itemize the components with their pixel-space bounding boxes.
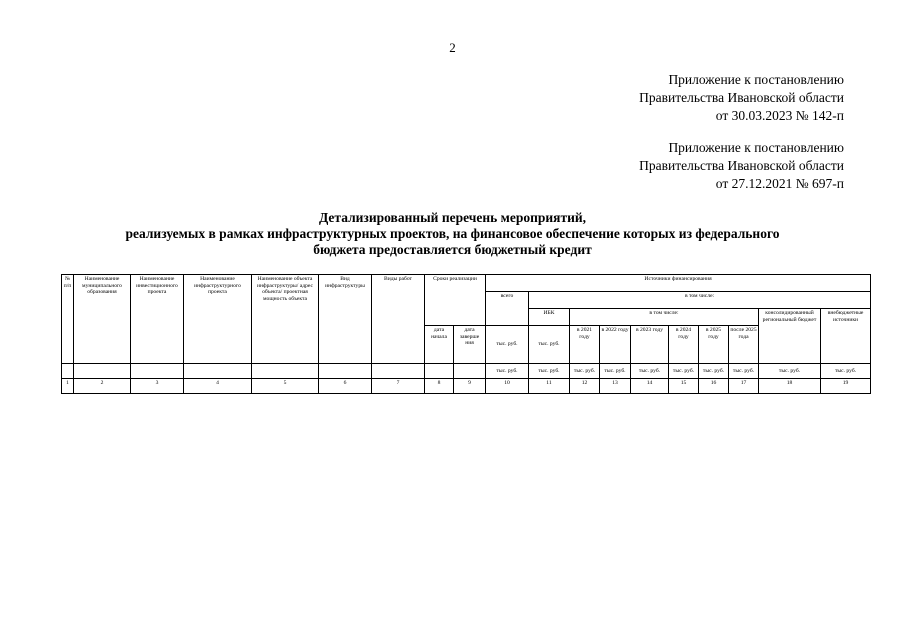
column-number: 7 [372,379,425,394]
appendix-line: Правительства Ивановской области [639,158,844,173]
column-number: 2 [74,379,131,394]
column-number: 5 [252,379,319,394]
header-infra-object: Наименование объекта инфраструктуры/ адрес объекта/ проектная мощность объекта [252,275,319,364]
appendix-date: от 30.03.2023 № 142-п [715,108,844,123]
unit-year-2025: тыс. руб. [699,364,729,379]
column-number: 14 [631,379,669,394]
unit-spacer [74,364,131,379]
column-number: 16 [699,379,729,394]
unit-spacer [62,364,74,379]
column-number: 11 [529,379,570,394]
column-number: 17 [729,379,759,394]
header-municipality: Наименование муниципального образования [74,275,131,364]
header-including-years: в том числе: [570,309,759,326]
header-start-date: дата начала [425,326,454,364]
unit-after-2025: тыс. руб. [729,364,759,379]
column-number: 9 [454,379,486,394]
appendix-date: от 27.12.2021 № 697-п [715,176,844,191]
unit-spacer [184,364,252,379]
header-infra-type: Вид инфраструктуры [319,275,372,364]
title-line: реализуемых в рамках инфраструктурных проектов, на финансовое обеспечение которых из федерального [125,226,780,241]
unit-spacer [252,364,319,379]
unit-spacer [131,364,184,379]
unit-spacer [372,364,425,379]
unit-spacer [454,364,486,379]
header-year-2024: в 2024 году [669,326,699,364]
header-infra-project: Наименование инфраструктурного проекта [184,275,252,364]
unit-total: тыс. руб. [486,326,529,364]
column-number: 18 [759,379,821,394]
column-number: 19 [821,379,871,394]
unit-year-2023: тыс. руб. [631,364,669,379]
column-number: 6 [319,379,372,394]
unit-extrabudget: тыс. руб. [821,364,871,379]
column-number: 1 [62,379,74,394]
measures-table [61,274,871,394]
column-number: 4 [184,379,252,394]
column-number: 12 [570,379,600,394]
title-line: бюджета предоставляется бюджетный кредит [313,242,592,257]
header-terms: Сроки реализации [425,275,486,326]
column-number: 8 [425,379,454,394]
header-year-2022: в 2022 году [600,326,631,364]
column-number-row [62,379,871,394]
header-ibk: ИБК [529,309,570,326]
header-no: № п/п [62,275,74,364]
header-regional-budget: консолидированный региональный бюджет [759,309,821,364]
header-extrabudget: внебюджетные источники [821,309,871,364]
unit-total: тыс. руб. [486,364,529,379]
unit-year-2022: тыс. руб. [600,364,631,379]
column-number: 15 [669,379,699,394]
title-line: Детализированный перечень мероприятий, [318,210,587,225]
column-number: 13 [600,379,631,394]
unit-year-2021: тыс. руб. [570,364,600,379]
unit-year-2024: тыс. руб. [669,364,699,379]
unit-spacer [425,364,454,379]
appendix-line: Приложение к постановлению [668,72,844,87]
unit-regional-budget: тыс. руб. [759,364,821,379]
header-after-2025: после 2025 года [729,326,759,364]
header-year-2025: в 2025 году [699,326,729,364]
header-investment-project: Наименование инвестиционного проекта [131,275,184,364]
unit-spacer [319,364,372,379]
header-including: в том числе: [529,292,871,309]
appendix-line: Правительства Ивановской области [639,90,844,105]
header-funding-sources: Источники финансирования [486,275,871,292]
column-number: 3 [131,379,184,394]
unit-ibk: тыс. руб. [529,326,570,364]
column-number: 10 [486,379,529,394]
header-year-2023: в 2023 году [631,326,669,364]
appendix-header-original [639,139,844,193]
header-work-types: Виды работ [372,275,425,364]
page-number: 2 [449,40,456,55]
header-year-2021: в 2021 году [570,326,600,364]
appendix-line: Приложение к постановлению [668,140,844,155]
appendix-header-current [639,71,844,125]
header-total: всего [486,292,529,326]
header-end-date: дата заверше ния [454,326,486,364]
unit-ibk: тыс. руб. [529,364,570,379]
document-title [0,210,905,258]
